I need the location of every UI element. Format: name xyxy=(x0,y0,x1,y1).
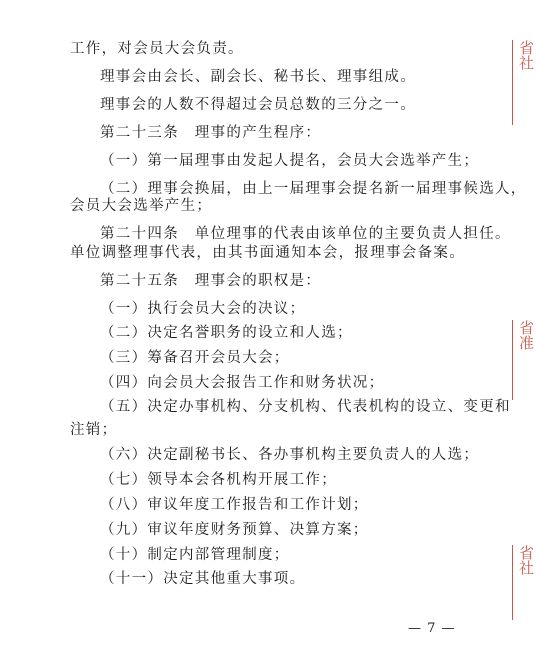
text-line-15: （五）决定办事机构、分支机构、代表机构的设立、变更和 xyxy=(100,399,511,415)
text-line-2: 理事会由会长、副会长、秘书长、理事组成。 xyxy=(100,69,416,85)
text-line-11: （一）执行会员大会的决议； xyxy=(100,301,306,317)
text-line-1: 工作，对会员大会负责。 xyxy=(70,41,244,57)
text-line-13: （三）筹备召开会员大会； xyxy=(100,350,290,366)
text-line-22: （十一）决定其他重大事项。 xyxy=(100,571,306,587)
seal-stamp-bottom: 省社 xyxy=(512,545,536,620)
seal-stamp-middle: 省准 xyxy=(512,320,536,400)
text-line-18: （七）领导本会各机构开展工作； xyxy=(100,472,337,488)
text-line-5: （一）第一届理事由发起人提名，会员大会选举产生； xyxy=(100,153,480,169)
text-line-12: （二）决定名誉职务的设立和人选； xyxy=(100,325,353,341)
text-line-7: 会员大会选举产生； xyxy=(70,198,213,214)
text-line-14: （四）向会员大会报告工作和财务状况； xyxy=(100,375,385,391)
seal-stamp-top: 省社 xyxy=(512,40,536,125)
text-line-9: 单位调整理事代表，由其书面通知本会，报理事会备案。 xyxy=(70,245,465,261)
article-25-heading: 第二十五条 理事会的职权是： xyxy=(100,273,322,289)
text-line-21: （十）制定内部管理制度； xyxy=(100,547,290,563)
text-line-19: （八）审议年度工作报告和工作计划； xyxy=(100,497,369,513)
text-line-3: 理事会的人数不得超过会员总数的三分之一。 xyxy=(100,97,416,113)
article-24-heading: 第二十四条 单位理事的代表由该单位的主要负责人担任。 xyxy=(100,226,511,242)
page-number: — 7 — xyxy=(408,621,456,636)
text-line-17: （六）决定副秘书长、各办事机构主要负责人的人选； xyxy=(100,447,480,463)
text-line-6: （二）理事会换届，由上一届理事会提名新一届理事候选人， xyxy=(100,181,527,197)
article-23-heading: 第二十三条 理事的产生程序： xyxy=(100,125,322,141)
text-line-20: （九）审议年度财务预算、决算方案； xyxy=(100,522,369,538)
text-line-16: 注销； xyxy=(70,422,118,438)
